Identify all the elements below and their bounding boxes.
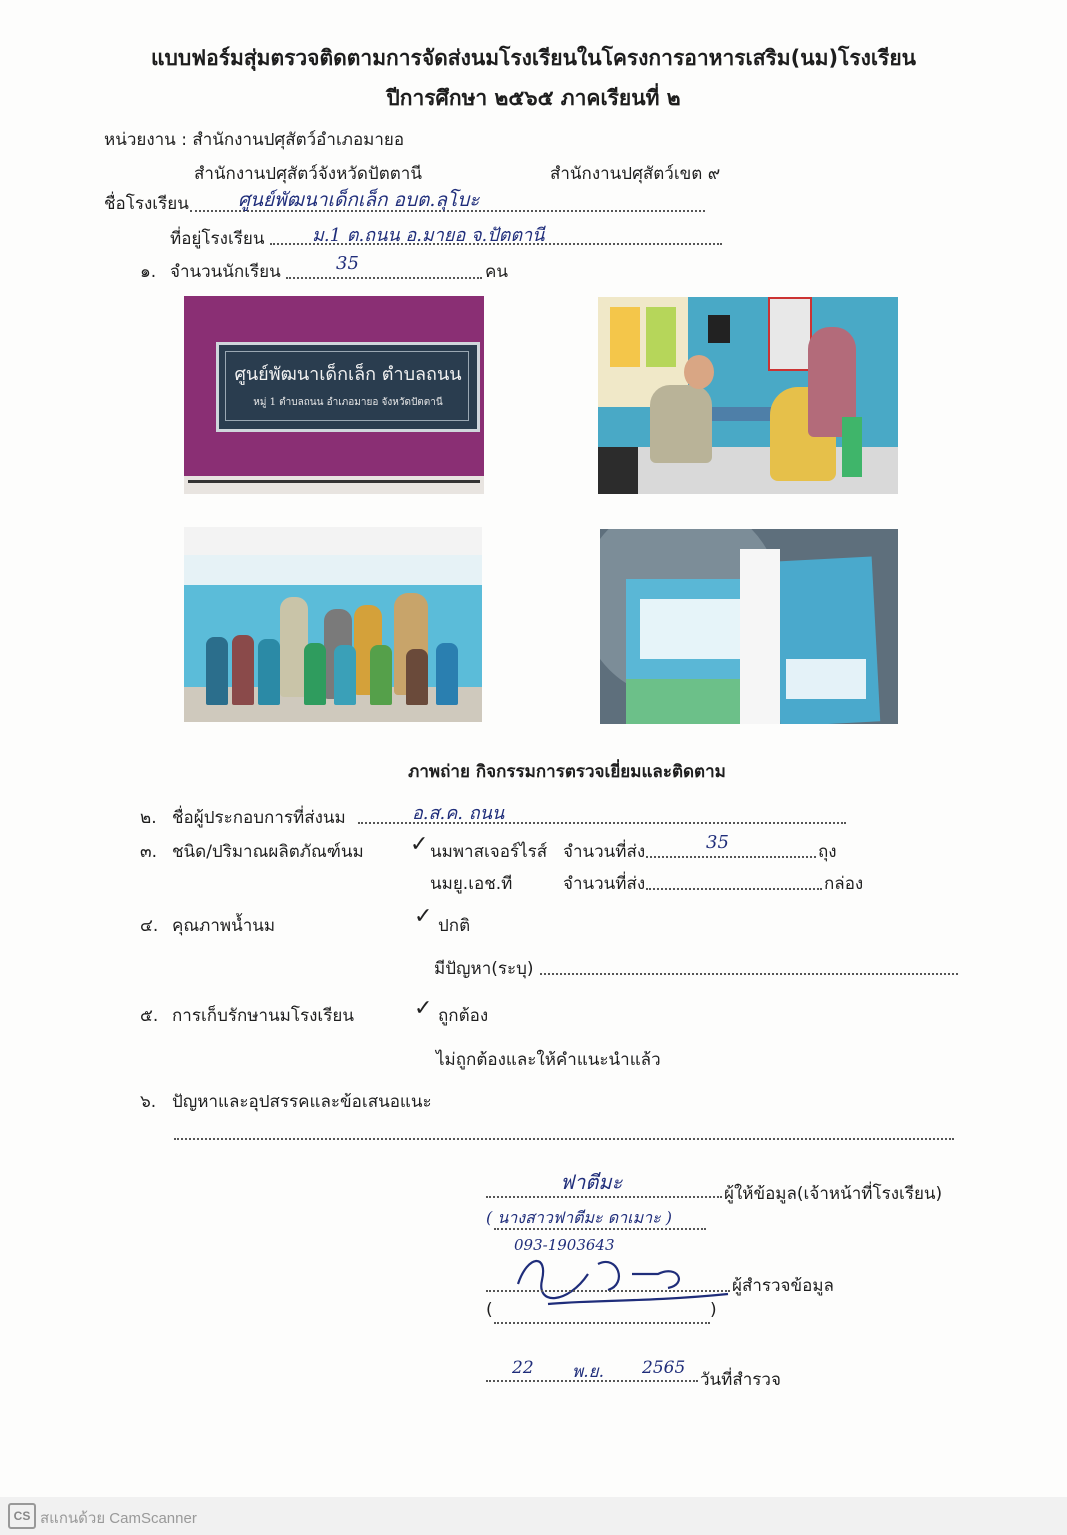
item1-number: ๑.	[140, 262, 157, 282]
surveyor-phone: 093-1903643	[514, 1236, 615, 1254]
item1-unit: คน	[485, 262, 508, 282]
informant-name: ( นางสาวฟาตีมะ ดาเมาะ )	[486, 1208, 673, 1227]
informant-signature: ฟาตีมะ	[560, 1170, 623, 1194]
survey-date-month: พ.ย.	[572, 1362, 604, 1382]
check-quality-normal[interactable]: ✓	[414, 904, 433, 929]
unit-pasteurized: ถุง	[818, 842, 837, 862]
form-subtitle: ปีการศึกษา ๒๕๖๕ ภาคเรียนที่ ๒	[386, 86, 681, 110]
sign-line1: ศูนย์พัฒนาเด็กเล็ก ตำบลถนน	[234, 364, 462, 385]
qty-label-pasteurized: จำนวนที่ส่ง	[563, 842, 646, 862]
surveyor-paren-open: (	[486, 1300, 493, 1320]
item4-label: คุณภาพน้ำนม	[172, 916, 276, 936]
camscanner-logo: CS	[8, 1503, 36, 1529]
survey-date-year: 2565	[642, 1358, 686, 1378]
item6-number: ๖.	[140, 1092, 157, 1112]
surveyor-name-line	[494, 1322, 710, 1324]
option-quality-problem: มีปัญหา(ระบุ)	[434, 959, 534, 979]
survey-date-label: วันที่สำรวจ	[700, 1370, 781, 1390]
option-storage-incorrect: ไม่ถูกต้องและให้คำแนะนำแล้ว	[436, 1050, 661, 1070]
photo-caption: ภาพถ่าย กิจกรรมการตรวจเยี่ยมและติดตาม	[408, 762, 726, 782]
form-title: แบบฟอร์มสุ่มตรวจติดตามการจัดส่งนมโรงเรียนในโครงการอาหารเสริม(นม)โรงเรียน	[151, 46, 916, 70]
school-name-label: ชื่อโรงเรียน	[104, 194, 189, 214]
surveyor-paren-close: )	[710, 1300, 717, 1320]
qty-line-pasteurized	[646, 856, 816, 858]
agency-label: หน่วยงาน : สำนักงานปศุสัตว์อำเภอมายอ	[104, 130, 405, 150]
photo-milk-packets	[600, 529, 898, 724]
photo-office-visit	[598, 297, 898, 494]
option-storage-correct: ถูกต้อง	[438, 1006, 489, 1026]
region-office: สำนักงานปศุสัตว์เขต ๙	[550, 164, 721, 184]
qty-line-uht	[646, 888, 822, 890]
school-address-label: ที่อยู่โรงเรียน	[170, 229, 265, 249]
survey-date-day: 22	[512, 1358, 534, 1378]
item1-line	[286, 277, 482, 279]
informant-role: ผู้ให้ข้อมูล(เจ้าหน้าที่โรงเรียน)	[724, 1184, 943, 1204]
photo-group	[184, 527, 482, 722]
option-quality-normal: ปกติ	[438, 916, 471, 936]
check-pasteurized[interactable]: ✓	[410, 832, 429, 857]
school-address-value: ม.1 ต.ถนน อ.มายอ จ.ปัตตานี	[312, 225, 545, 246]
item3-label: ชนิด/ปริมาณผลิตภัณฑ์นม	[172, 842, 364, 862]
item6-label: ปัญหาและอุปสรรคและข้อเสนอแนะ	[172, 1092, 432, 1112]
option-uht: นมยู.เอช.ที	[430, 874, 513, 894]
item1-label: จำนวนนักเรียน	[170, 262, 281, 282]
option-pasteurized: นมพาสเจอร์ไรส์	[430, 842, 548, 862]
qty-value-pasteurized: 35	[706, 832, 729, 853]
student-count: 35	[336, 253, 359, 274]
item3-number: ๓.	[140, 842, 158, 862]
comments-line	[174, 1138, 954, 1140]
province-office: สำนักงานปศุสัตว์จังหวัดปัตตานี	[194, 164, 422, 184]
sign-line2: หมู่ 1 ตำบลถนน อำเภอมายอ จังหวัดปัตตานี	[253, 397, 443, 408]
item5-number: ๕.	[140, 1006, 159, 1026]
item4-number: ๔.	[140, 916, 159, 936]
qty-label-uht: จำนวนที่ส่ง	[563, 874, 646, 894]
surveyor-role: ผู้สำรวจข้อมูล	[732, 1276, 834, 1296]
supplier-name: อ.ส.ค. ถนน	[412, 803, 505, 824]
item2-label: ชื่อผู้ประกอบการที่ส่งนม	[172, 808, 346, 828]
quality-problem-line	[540, 973, 958, 975]
school-name-value: ศูนย์พัฒนาเด็กเล็ก อบต.ลุโบะ	[238, 189, 480, 211]
item5-label: การเก็บรักษานมโรงเรียน	[172, 1006, 354, 1026]
surveyor-sign-line	[486, 1290, 730, 1292]
unit-uht: กล่อง	[824, 874, 864, 894]
check-storage-correct[interactable]: ✓	[414, 996, 433, 1021]
surveyor-signature	[508, 1244, 738, 1324]
item2-number: ๒.	[140, 808, 157, 828]
camscanner-text: สแกนด้วย CamScanner	[40, 1510, 197, 1527]
photo-school-sign	[184, 296, 484, 494]
